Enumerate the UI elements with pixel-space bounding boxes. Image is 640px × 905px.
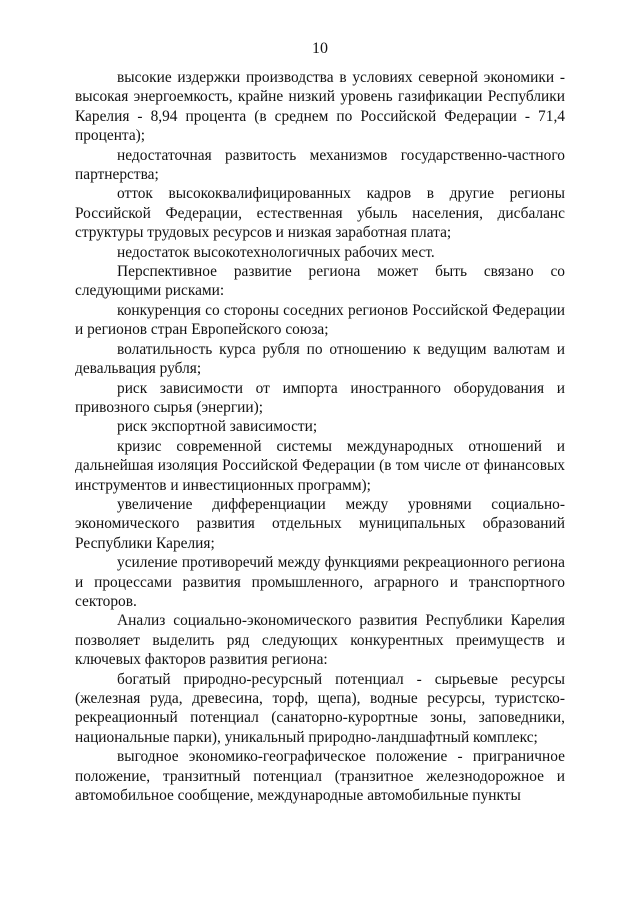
- paragraph: конкуренция со стороны соседних регионов Российской Федерации и регионов стран Европейского союза;: [75, 301, 565, 339]
- paragraph: кризис современной системы международных отношений и дальнейшая изоляция Российской Федерации (в том числе от финансовых инструментов и инвестиционных программ);: [75, 437, 565, 494]
- document-body: [75, 68, 565, 805]
- paragraph: риск зависимости от импорта иностранного оборудования и привозного сырья (энергии);: [75, 379, 565, 416]
- paragraph: усиление противоречий между функциями рекреационного региона и процессами развития промышленного, аграрного и транспортного секторов.: [75, 554, 565, 610]
- paragraph: отток высококвалифицированных кадров в другие регионы Российской Федерации, естественная убыль населения, дисбаланс структуры трудовых ресурсов и низкая заработная плата;: [75, 185, 565, 242]
- page-number: 10: [312, 40, 328, 57]
- paragraph: недостаток высокотехнологичных рабочих мест.: [117, 243, 435, 261]
- paragraph: Анализ социально-экономического развития Республики Карелия позволяет выделить ряд следующих конкурентных преимуществ и ключевых факторов развития региона:: [75, 612, 565, 669]
- paragraph: выгодное экономико-географическое положение - приграничное положение, транзитный потенциал (транзитное железнодорожное и автомобильное сообщение, международные автомобильные пункты: [75, 748, 565, 805]
- paragraph: риск экспортной зависимости;: [117, 418, 318, 436]
- paragraph: богатый природно-ресурсный потенциал - сырьевые ресурсы (железная руда, древесина, торф, щепа), водные ресурсы, туристско-рекреационный потенциал (санаторно-курортные зоны, заповедники, национальные парки), уникальный природно-ландшафтный комплекс;: [75, 670, 565, 746]
- paragraph: Перспективное развитие региона может быть связано со следующими рисками:: [75, 263, 565, 300]
- paragraph: волатильность курса рубля по отношению к ведущим валютам и девальвация рубля;: [75, 340, 565, 378]
- paragraph: высокие издержки производства в условиях северной экономики - высокая энергоемкость, крайне низкий уровень газификации Республики Карелия - 8,94 процента (в среднем по Российской Федерации - 71,4 процента);: [75, 69, 565, 145]
- paragraph: увеличение дифференциации между уровнями социально-экономического развития отдельных муниципальных образований Республики Карелия;: [75, 495, 565, 552]
- paragraph: недостаточная развитость механизмов государственно-частного партнерства;: [75, 146, 565, 184]
